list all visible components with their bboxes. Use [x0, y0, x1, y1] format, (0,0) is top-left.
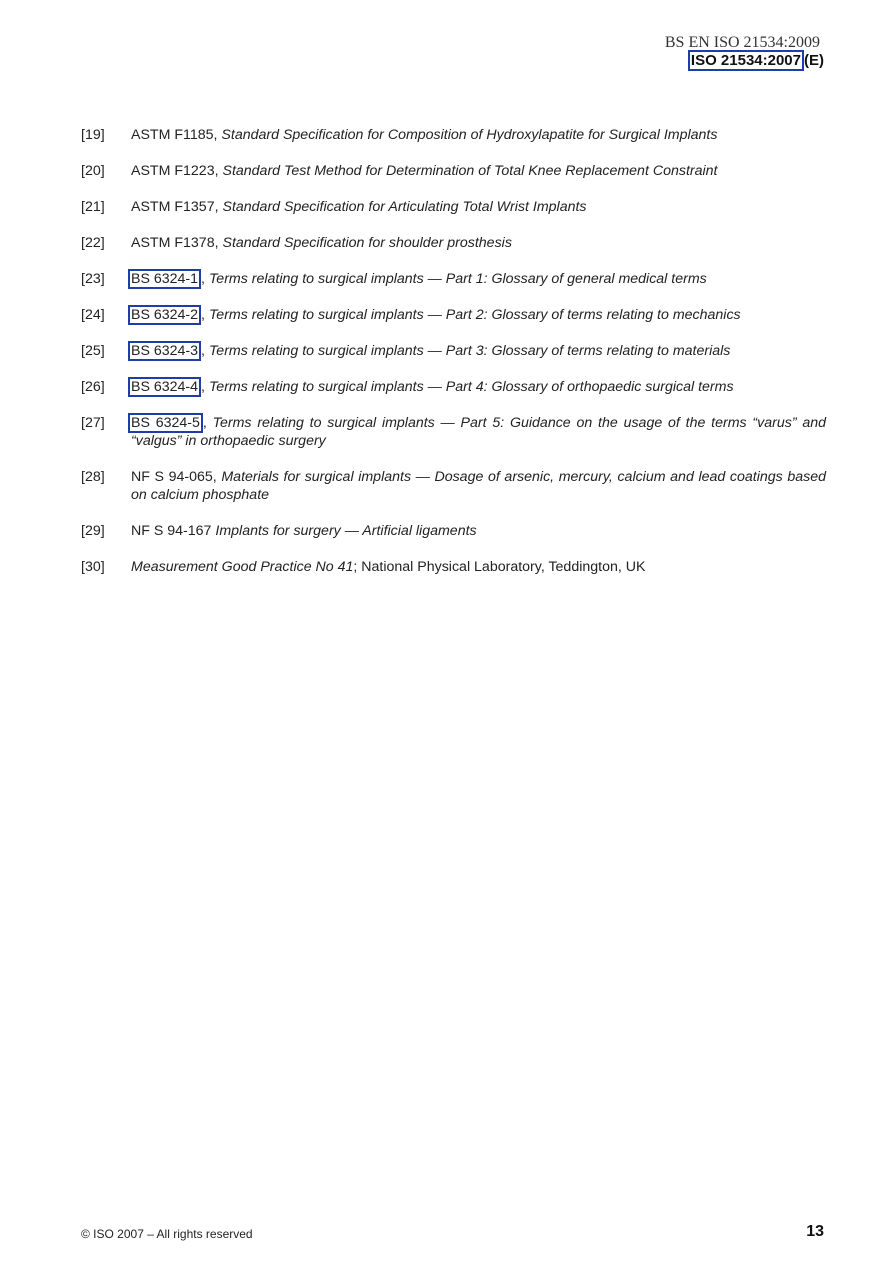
reference-publisher: ; National Physical Laboratory, Teddington, UK	[353, 559, 646, 575]
copyright-notice: © ISO 2007 – All rights reserved	[81, 1227, 253, 1241]
reference-number: [22]	[81, 235, 105, 251]
reference-entry	[81, 414, 826, 450]
reference-number: [19]	[81, 127, 105, 143]
reference-title: Terms relating to surgical implants — Part 1: Glossary of general medical terms	[208, 271, 707, 287]
reference-number: [20]	[81, 163, 105, 179]
reference-title: Terms relating to surgical implants — Part 4: Glossary of orthopaedic surgical terms	[208, 379, 734, 395]
reference-code: NF S 94-065	[131, 469, 213, 485]
reference-title: Terms relating to surgical implants — Part 3: Glossary of terms relating to materials	[208, 343, 731, 359]
header-iso-ref	[688, 52, 824, 70]
reference-number: [27]	[81, 415, 105, 431]
reference-entry	[81, 306, 826, 324]
reference-separator: ,	[201, 271, 209, 287]
reference-code-link[interactable]: BS 6324-5	[128, 413, 203, 433]
reference-separator: ,	[214, 235, 223, 251]
reference-separator: ,	[201, 343, 209, 359]
reference-title: Standard Specification for Composition of Hydroxylapatite for Surgical Implants	[221, 127, 718, 143]
reference-entry	[81, 378, 826, 396]
reference-number: [23]	[81, 271, 105, 287]
reference-separator: ,	[212, 469, 222, 485]
reference-entry	[81, 126, 826, 144]
reference-entry	[81, 468, 826, 504]
reference-number: [24]	[81, 307, 105, 323]
reference-entry	[81, 198, 826, 216]
reference-entry	[81, 522, 826, 540]
reference-separator: ,	[201, 379, 209, 395]
reference-code-link[interactable]: BS 6324-3	[128, 341, 201, 361]
reference-number: [30]	[81, 559, 105, 575]
reference-title: Terms relating to surgical implants — Part 5: Guidance on the usage of the terms “varus” and “valgus” in orthopaedic surgery	[131, 415, 827, 449]
iso-ref-link[interactable]: ISO 21534:2007	[688, 50, 804, 71]
reference-number: [26]	[81, 379, 105, 395]
reference-title: Measurement Good Practice No 41	[131, 559, 354, 575]
reference-separator: ,	[201, 307, 209, 323]
reference-number: [25]	[81, 343, 105, 359]
reference-number: [21]	[81, 199, 105, 215]
reference-entry	[81, 234, 826, 252]
reference-code-link[interactable]: BS 6324-2	[128, 305, 201, 325]
reference-number: [28]	[81, 469, 105, 485]
reference-code-link[interactable]: BS 6324-1	[128, 269, 201, 289]
reference-number: [29]	[81, 523, 105, 539]
reference-separator: ,	[214, 199, 223, 215]
reference-code: ASTM F1378	[131, 235, 215, 251]
reference-separator: ,	[202, 415, 213, 431]
reference-code: NF S 94-167	[131, 523, 212, 539]
reference-code: ASTM F1357	[131, 199, 215, 215]
header-standard-id: BS EN ISO 21534:2009	[664, 34, 820, 51]
reference-title: Standard Test Method for Determination of Total Knee Replacement Constraint	[222, 163, 718, 179]
reference-title: Standard Specification for Articulating Total Wrist Implants	[222, 199, 587, 215]
reference-code: ASTM F1185	[131, 127, 214, 143]
reference-title: Materials for surgical implants — Dosage of arsenic, mercury, calcium and lead coatings based on calcium phosphate	[131, 469, 827, 503]
reference-entry	[81, 162, 826, 180]
bibliography-list	[81, 126, 826, 594]
reference-separator: ,	[213, 127, 222, 143]
reference-code-link[interactable]: BS 6324-4	[128, 377, 201, 397]
reference-separator: ,	[214, 163, 223, 179]
iso-ref-suffix: (E)	[804, 52, 824, 69]
reference-entry	[81, 558, 826, 576]
page-number: 13	[806, 1223, 824, 1240]
reference-title: Implants for surgery — Artificial ligaments	[215, 523, 477, 539]
reference-code: ASTM F1223	[131, 163, 215, 179]
reference-title: Terms relating to surgical implants — Part 2: Glossary of terms relating to mechanics	[208, 307, 741, 323]
reference-entry	[81, 342, 826, 360]
reference-title: Standard Specification for shoulder prosthesis	[222, 235, 512, 251]
reference-entry	[81, 270, 826, 288]
